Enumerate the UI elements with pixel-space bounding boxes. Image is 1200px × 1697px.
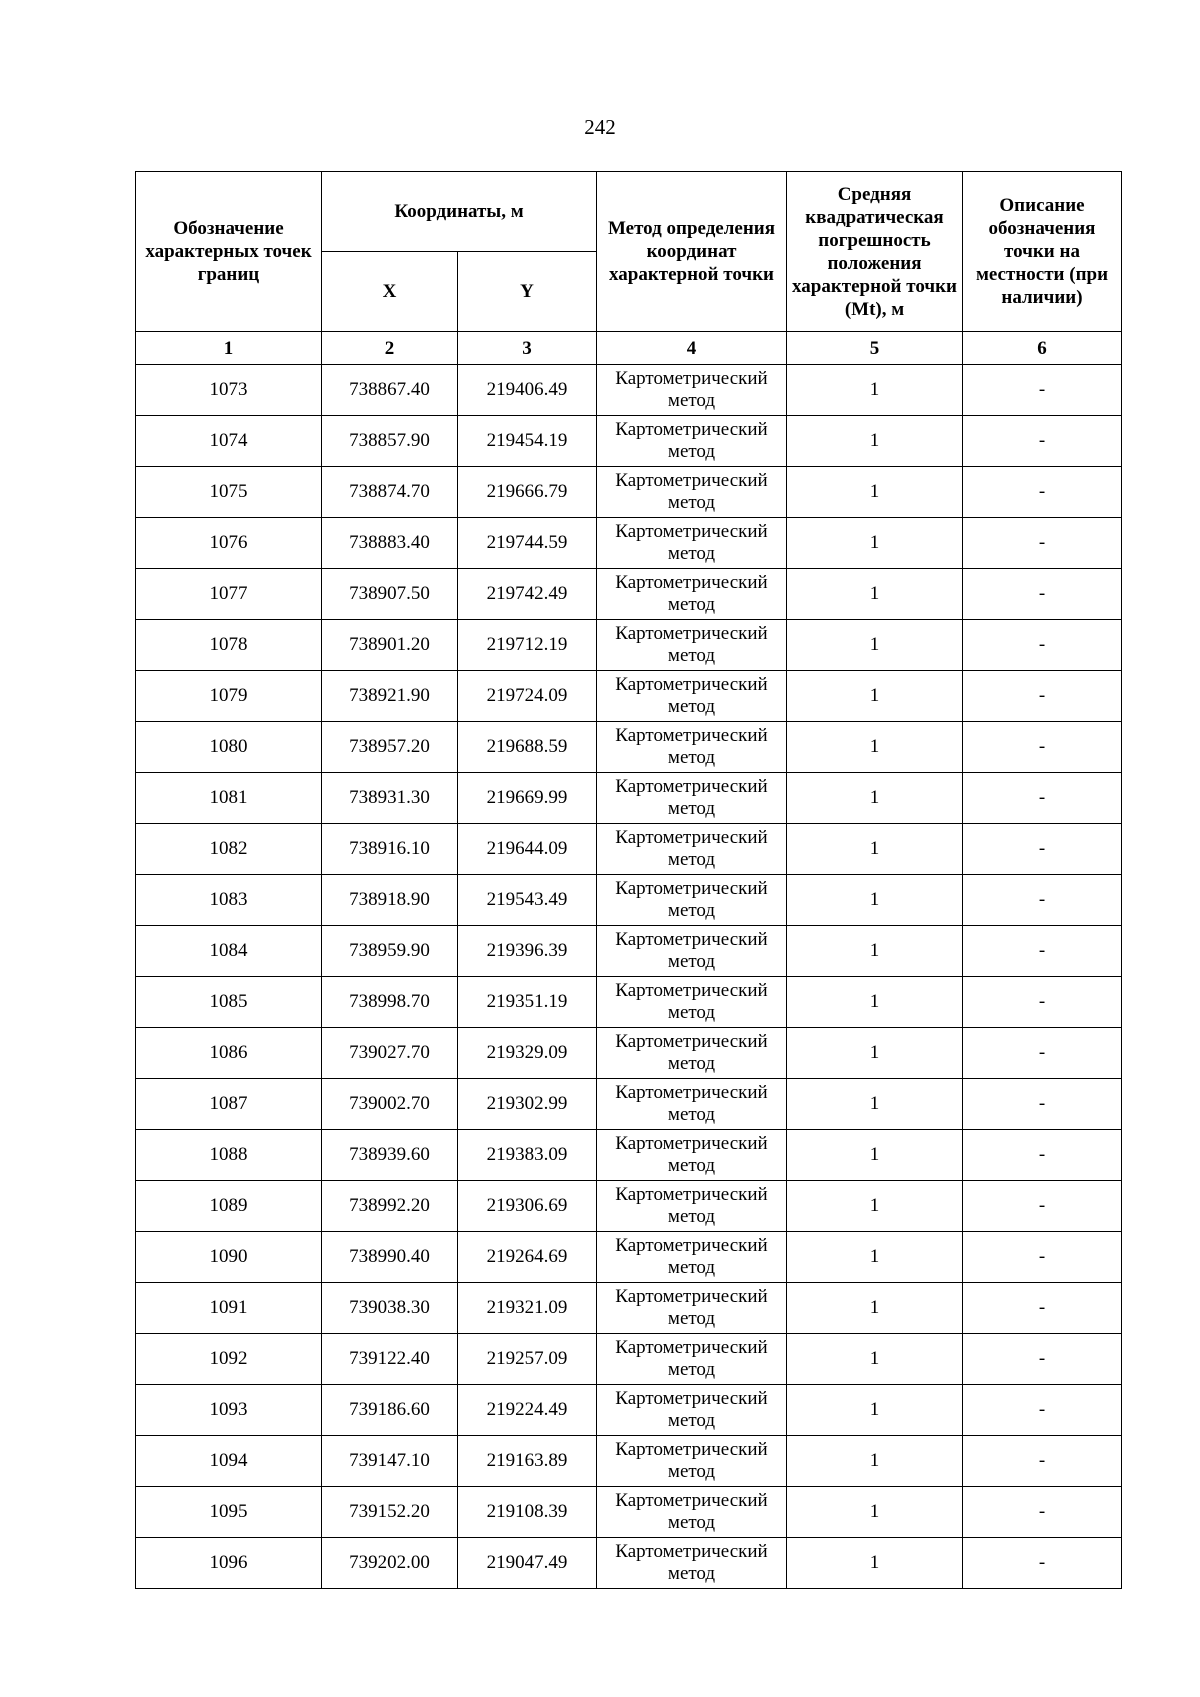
method-line-1: Картометрический (615, 521, 768, 542)
method-line-2: метод (667, 645, 716, 666)
accuracy-cell: 1 (787, 1283, 963, 1334)
method-line-2: метод (667, 1512, 716, 1533)
method-line-2: метод (667, 1410, 716, 1431)
accuracy-cell: 1 (787, 1487, 963, 1538)
description-cell: - (963, 416, 1122, 467)
point-cell: 1076 (136, 518, 322, 569)
description-cell: - (963, 1487, 1122, 1538)
method-cell (597, 824, 787, 875)
method-line-1: Картометрический (615, 1235, 768, 1256)
column-numbers-row (136, 332, 1122, 365)
table-row (136, 1283, 1122, 1334)
description-cell: - (963, 875, 1122, 926)
method-cell (597, 365, 787, 416)
y-cell: 219163.89 (458, 1436, 597, 1487)
description-cell: - (963, 518, 1122, 569)
method-line-2: метод (667, 1359, 716, 1380)
table-row (136, 824, 1122, 875)
method-line-1: Картометрический (615, 1286, 768, 1307)
method-line-1: Картометрический (615, 878, 768, 899)
x-cell: 739152.20 (322, 1487, 458, 1538)
table-row (136, 365, 1122, 416)
x-cell: 739202.00 (322, 1538, 458, 1589)
point-cell: 1095 (136, 1487, 322, 1538)
column-number: 4 (597, 332, 787, 365)
point-cell: 1093 (136, 1385, 322, 1436)
accuracy-cell: 1 (787, 416, 963, 467)
x-cell: 738901.20 (322, 620, 458, 671)
point-cell: 1085 (136, 977, 322, 1028)
accuracy-cell: 1 (787, 824, 963, 875)
method-cell (597, 518, 787, 569)
x-cell: 739147.10 (322, 1436, 458, 1487)
method-cell (597, 722, 787, 773)
method-line-1: Картометрический (615, 1541, 768, 1562)
description-cell: - (963, 1232, 1122, 1283)
description-cell: - (963, 1283, 1122, 1334)
description-cell: - (963, 1130, 1122, 1181)
y-cell: 219669.99 (458, 773, 597, 824)
table-row (136, 773, 1122, 824)
y-cell: 219396.39 (458, 926, 597, 977)
x-cell: 738907.50 (322, 569, 458, 620)
description-cell: - (963, 1538, 1122, 1589)
y-cell: 219454.19 (458, 416, 597, 467)
method-cell (597, 875, 787, 926)
header-description: Описание обозначения точки на местности (при наличии) (963, 172, 1122, 332)
table-row (136, 1538, 1122, 1589)
accuracy-cell: 1 (787, 875, 963, 926)
description-cell: - (963, 1028, 1122, 1079)
y-cell: 219302.99 (458, 1079, 597, 1130)
x-cell: 739027.70 (322, 1028, 458, 1079)
accuracy-cell: 1 (787, 1181, 963, 1232)
method-cell (597, 416, 787, 467)
x-cell: 738857.90 (322, 416, 458, 467)
method-line-1: Картометрический (615, 1439, 768, 1460)
method-line-2: метод (667, 1155, 716, 1176)
description-cell: - (963, 926, 1122, 977)
x-cell: 739186.60 (322, 1385, 458, 1436)
table-row (136, 416, 1122, 467)
table-row (136, 518, 1122, 569)
x-cell: 738916.10 (322, 824, 458, 875)
method-cell (597, 1130, 787, 1181)
point-cell: 1092 (136, 1334, 322, 1385)
description-cell: - (963, 467, 1122, 518)
method-line-1: Картометрический (615, 776, 768, 797)
x-cell: 738957.20 (322, 722, 458, 773)
point-cell: 1078 (136, 620, 322, 671)
y-cell: 219688.59 (458, 722, 597, 773)
table-row (136, 1487, 1122, 1538)
method-line-2: метод (667, 1206, 716, 1227)
accuracy-cell: 1 (787, 518, 963, 569)
point-cell: 1087 (136, 1079, 322, 1130)
description-cell: - (963, 977, 1122, 1028)
method-line-1: Картометрический (615, 1388, 768, 1409)
method-line-2: метод (667, 900, 716, 921)
table-row (136, 1028, 1122, 1079)
method-line-1: Картометрический (615, 674, 768, 695)
method-cell (597, 1487, 787, 1538)
description-cell: - (963, 620, 1122, 671)
x-cell: 738918.90 (322, 875, 458, 926)
table-row (136, 467, 1122, 518)
accuracy-cell: 1 (787, 722, 963, 773)
x-cell: 739002.70 (322, 1079, 458, 1130)
point-cell: 1090 (136, 1232, 322, 1283)
column-number: 1 (136, 332, 322, 365)
method-cell (597, 1181, 787, 1232)
method-line-1: Картометрический (615, 1031, 768, 1052)
table-row (136, 1385, 1122, 1436)
method-cell (597, 1028, 787, 1079)
method-line-2: метод (667, 747, 716, 768)
y-cell: 219742.49 (458, 569, 597, 620)
header-y: Y (458, 252, 597, 332)
table-row (136, 875, 1122, 926)
y-cell: 219351.19 (458, 977, 597, 1028)
method-cell (597, 926, 787, 977)
method-cell (597, 1385, 787, 1436)
method-line-2: метод (667, 798, 716, 819)
y-cell: 219644.09 (458, 824, 597, 875)
description-cell: - (963, 824, 1122, 875)
page-number: 242 (584, 115, 616, 139)
method-cell (597, 1538, 787, 1589)
description-cell: - (963, 1385, 1122, 1436)
method-cell (597, 671, 787, 722)
x-cell: 738931.30 (322, 773, 458, 824)
column-number: 6 (963, 332, 1122, 365)
method-cell (597, 1334, 787, 1385)
method-cell (597, 569, 787, 620)
method-cell (597, 1436, 787, 1487)
table-row (136, 722, 1122, 773)
point-cell: 1086 (136, 1028, 322, 1079)
method-line-2: метод (667, 1053, 716, 1074)
y-cell: 219543.49 (458, 875, 597, 926)
method-line-2: метод (667, 543, 716, 564)
description-cell: - (963, 773, 1122, 824)
boundary-points-table (135, 171, 1122, 1589)
table-row (136, 620, 1122, 671)
point-cell: 1089 (136, 1181, 322, 1232)
method-line-2: метод (667, 390, 716, 411)
table-row (136, 569, 1122, 620)
accuracy-cell: 1 (787, 1334, 963, 1385)
table-row (136, 671, 1122, 722)
method-line-2: метод (667, 594, 716, 615)
y-cell: 219321.09 (458, 1283, 597, 1334)
table-row (136, 1181, 1122, 1232)
point-cell: 1091 (136, 1283, 322, 1334)
accuracy-cell: 1 (787, 1130, 963, 1181)
x-cell: 738998.70 (322, 977, 458, 1028)
point-cell: 1073 (136, 365, 322, 416)
header-method: Метод определения координат характерной точки (597, 172, 787, 332)
y-cell: 219224.49 (458, 1385, 597, 1436)
description-cell: - (963, 1079, 1122, 1130)
point-cell: 1083 (136, 875, 322, 926)
y-cell: 219383.09 (458, 1130, 597, 1181)
x-cell: 738874.70 (322, 467, 458, 518)
method-line-1: Картометрический (615, 470, 768, 491)
method-cell (597, 1079, 787, 1130)
method-line-2: метод (667, 849, 716, 870)
method-line-2: метод (667, 492, 716, 513)
point-cell: 1081 (136, 773, 322, 824)
description-cell: - (963, 722, 1122, 773)
table-row (136, 1436, 1122, 1487)
x-cell: 738990.40 (322, 1232, 458, 1283)
point-cell: 1084 (136, 926, 322, 977)
y-cell: 219257.09 (458, 1334, 597, 1385)
method-cell (597, 977, 787, 1028)
point-cell: 1077 (136, 569, 322, 620)
method-line-1: Картометрический (615, 368, 768, 389)
accuracy-cell: 1 (787, 569, 963, 620)
y-cell: 219329.09 (458, 1028, 597, 1079)
header-coordinates: Координаты, м (322, 172, 597, 252)
description-cell: - (963, 365, 1122, 416)
method-line-1: Картометрический (615, 623, 768, 644)
accuracy-cell: 1 (787, 467, 963, 518)
accuracy-cell: 1 (787, 620, 963, 671)
y-cell: 219712.19 (458, 620, 597, 671)
accuracy-cell: 1 (787, 671, 963, 722)
description-cell: - (963, 1181, 1122, 1232)
accuracy-cell: 1 (787, 1385, 963, 1436)
method-line-1: Картометрический (615, 980, 768, 1001)
column-number: 5 (787, 332, 963, 365)
x-cell: 738992.20 (322, 1181, 458, 1232)
accuracy-cell: 1 (787, 1436, 963, 1487)
method-line-2: метод (667, 1104, 716, 1125)
method-line-1: Картометрический (615, 1490, 768, 1511)
header-accuracy: Средняя квадратическая погрешность положения характерной точки (Mt), м (787, 172, 963, 332)
y-cell: 219406.49 (458, 365, 597, 416)
accuracy-cell: 1 (787, 773, 963, 824)
method-line-1: Картометрический (615, 725, 768, 746)
method-line-1: Картометрический (615, 1082, 768, 1103)
table-row (136, 977, 1122, 1028)
x-cell: 738883.40 (322, 518, 458, 569)
x-cell: 738921.90 (322, 671, 458, 722)
method-line-2: метод (667, 441, 716, 462)
table-body (136, 365, 1122, 1589)
method-cell (597, 1283, 787, 1334)
point-cell: 1094 (136, 1436, 322, 1487)
header-point-designation: Обозначение характерных точек границ (136, 172, 322, 332)
x-cell: 738959.90 (322, 926, 458, 977)
y-cell: 219306.69 (458, 1181, 597, 1232)
accuracy-cell: 1 (787, 1079, 963, 1130)
point-cell: 1074 (136, 416, 322, 467)
point-cell: 1075 (136, 467, 322, 518)
table-row (136, 1232, 1122, 1283)
method-line-1: Картометрический (615, 1337, 768, 1358)
accuracy-cell: 1 (787, 977, 963, 1028)
table-row (136, 1079, 1122, 1130)
method-line-1: Картометрический (615, 929, 768, 950)
x-cell: 738939.60 (322, 1130, 458, 1181)
point-cell: 1080 (136, 722, 322, 773)
point-cell: 1096 (136, 1538, 322, 1589)
accuracy-cell: 1 (787, 1028, 963, 1079)
method-cell (597, 620, 787, 671)
method-line-2: метод (667, 696, 716, 717)
y-cell: 219744.59 (458, 518, 597, 569)
method-line-2: метод (667, 1461, 716, 1482)
method-line-2: метод (667, 1002, 716, 1023)
method-line-1: Картометрический (615, 572, 768, 593)
method-line-2: метод (667, 1563, 716, 1584)
description-cell: - (963, 1436, 1122, 1487)
y-cell: 219047.49 (458, 1538, 597, 1589)
description-cell: - (963, 671, 1122, 722)
table-row (136, 1130, 1122, 1181)
x-cell: 738867.40 (322, 365, 458, 416)
y-cell: 219264.69 (458, 1232, 597, 1283)
method-cell (597, 467, 787, 518)
method-line-2: метод (667, 1257, 716, 1278)
method-line-2: метод (667, 951, 716, 972)
point-cell: 1088 (136, 1130, 322, 1181)
table-row (136, 1334, 1122, 1385)
table-row (136, 926, 1122, 977)
accuracy-cell: 1 (787, 365, 963, 416)
method-line-2: метод (667, 1308, 716, 1329)
description-cell: - (963, 569, 1122, 620)
method-line-1: Картометрический (615, 827, 768, 848)
point-cell: 1082 (136, 824, 322, 875)
column-number: 3 (458, 332, 597, 365)
accuracy-cell: 1 (787, 1232, 963, 1283)
accuracy-cell: 1 (787, 1538, 963, 1589)
header-x: X (322, 252, 458, 332)
method-cell (597, 773, 787, 824)
method-line-1: Картометрический (615, 1184, 768, 1205)
accuracy-cell: 1 (787, 926, 963, 977)
y-cell: 219666.79 (458, 467, 597, 518)
method-line-1: Картометрический (615, 419, 768, 440)
method-line-1: Картометрический (615, 1133, 768, 1154)
point-cell: 1079 (136, 671, 322, 722)
method-cell (597, 1232, 787, 1283)
x-cell: 739122.40 (322, 1334, 458, 1385)
x-cell: 739038.30 (322, 1283, 458, 1334)
y-cell: 219108.39 (458, 1487, 597, 1538)
description-cell: - (963, 1334, 1122, 1385)
column-number: 2 (322, 332, 458, 365)
y-cell: 219724.09 (458, 671, 597, 722)
